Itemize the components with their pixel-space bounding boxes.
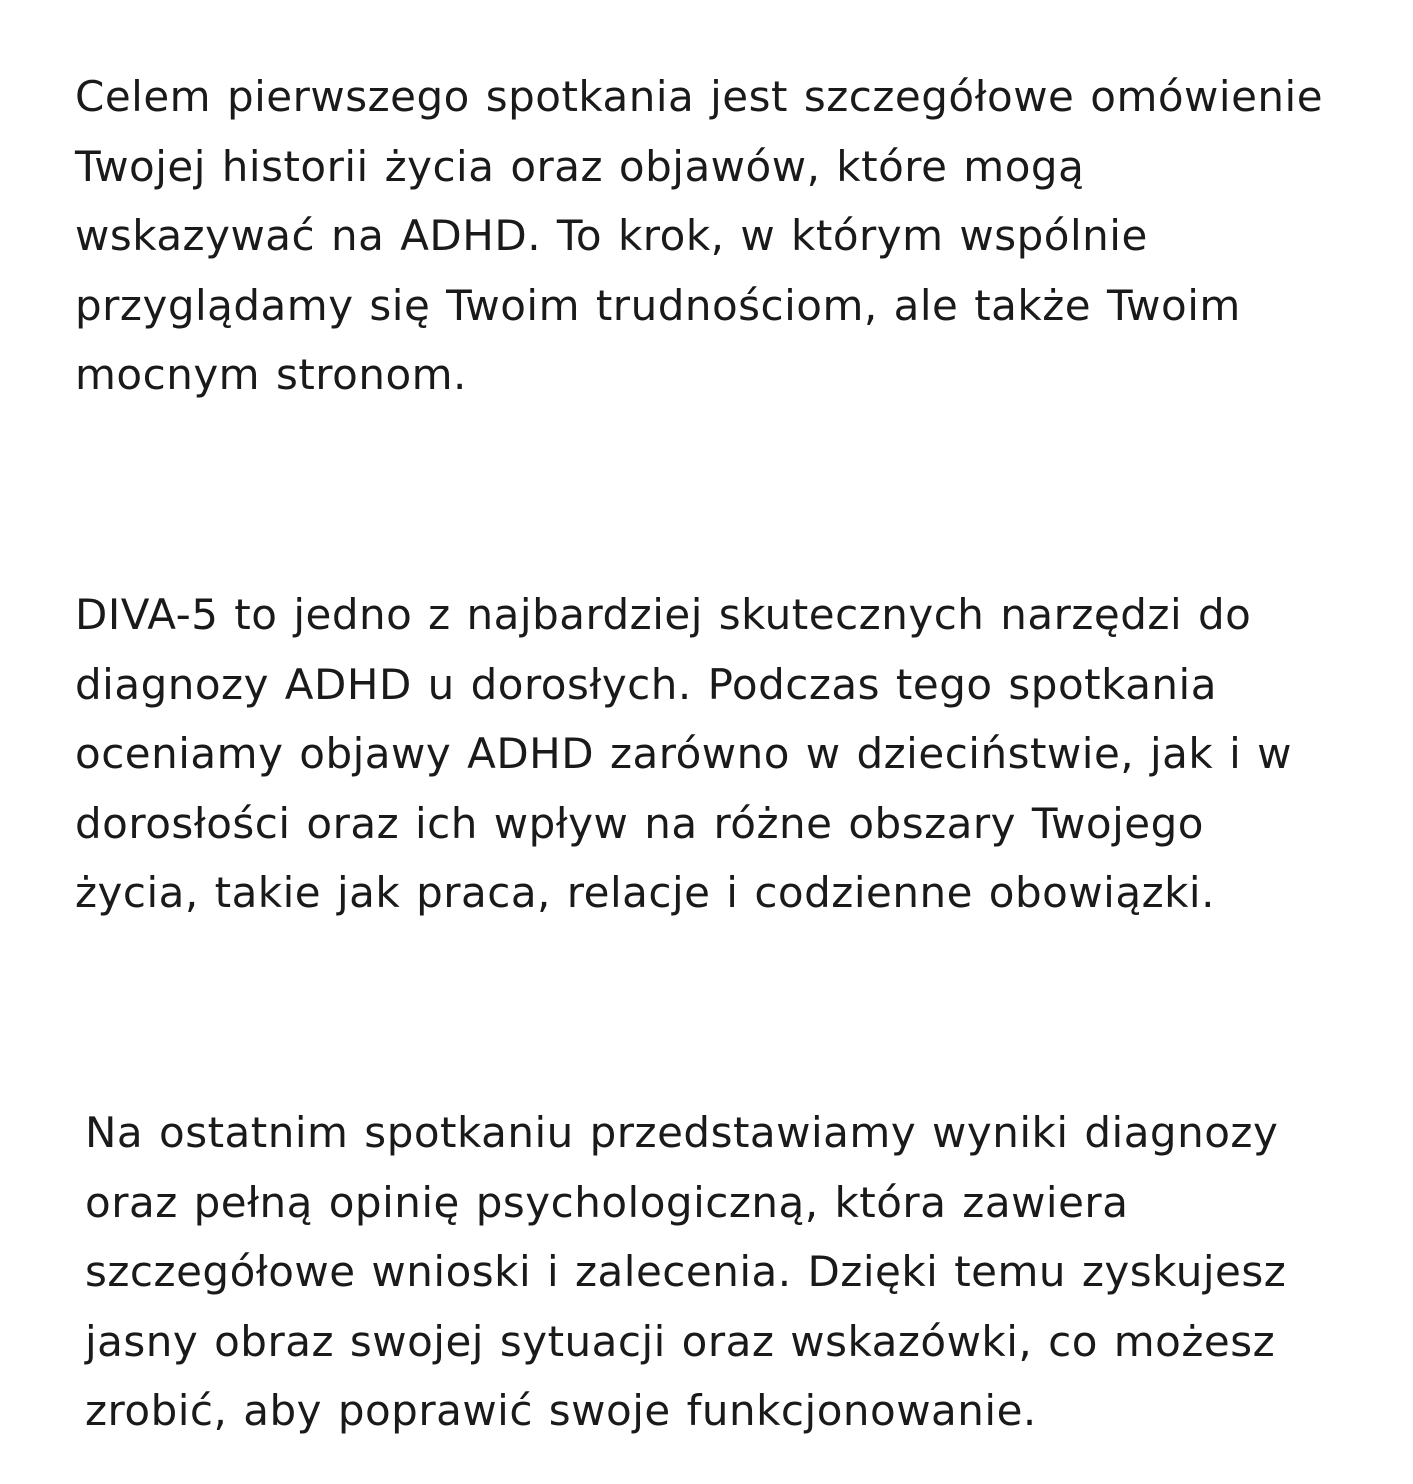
text-line: życia, takie jak praca, relacje i codzienne obowiązki. — [75, 868, 1215, 917]
text-line: szczegółowe wnioski i zalecenia. Dzięki temu zyskujesz — [85, 1247, 1287, 1296]
text-line: przyglądamy się Twoim trudnościom, ale także Twoim — [75, 280, 1241, 330]
text-line: zrobić, aby poprawić swoje funkcjonowanie. — [85, 1386, 1037, 1435]
text-line: jasny obraz swojej sytuacji oraz wskazówki, co możesz — [85, 1316, 1276, 1366]
text-line: dorosłości oraz ich wpływ na różne obszary Twojego — [75, 798, 1204, 848]
text-line: mocnym stronom. — [75, 350, 467, 399]
paragraph-first-meeting — [75, 62, 1323, 410]
text-line: Celem pierwszego spotkania jest szczegółowe omówienie — [75, 72, 1324, 121]
paragraph-final-meeting — [85, 1098, 1286, 1446]
text-line: oceniamy objawy ADHD zarówno w dzieciństwie, jak i w — [75, 729, 1292, 778]
text-line: Twojej historii życia oraz objawów, które mogą — [75, 141, 1085, 191]
paragraph-diva5 — [75, 580, 1292, 928]
text-line: DIVA-5 to jedno z najbardziej skutecznych narzędzi do — [75, 590, 1252, 639]
text-line: Na ostatnim spotkaniu przedstawiamy wyniki diagnozy — [85, 1108, 1279, 1157]
text-line: oraz pełną opinię psychologiczną, która zawiera — [85, 1177, 1129, 1227]
text-line: wskazywać na ADHD. To krok, w którym wspólnie — [75, 211, 1148, 260]
text-line: diagnozy ADHD u dorosłych. Podczas tego spotkania — [75, 659, 1217, 709]
